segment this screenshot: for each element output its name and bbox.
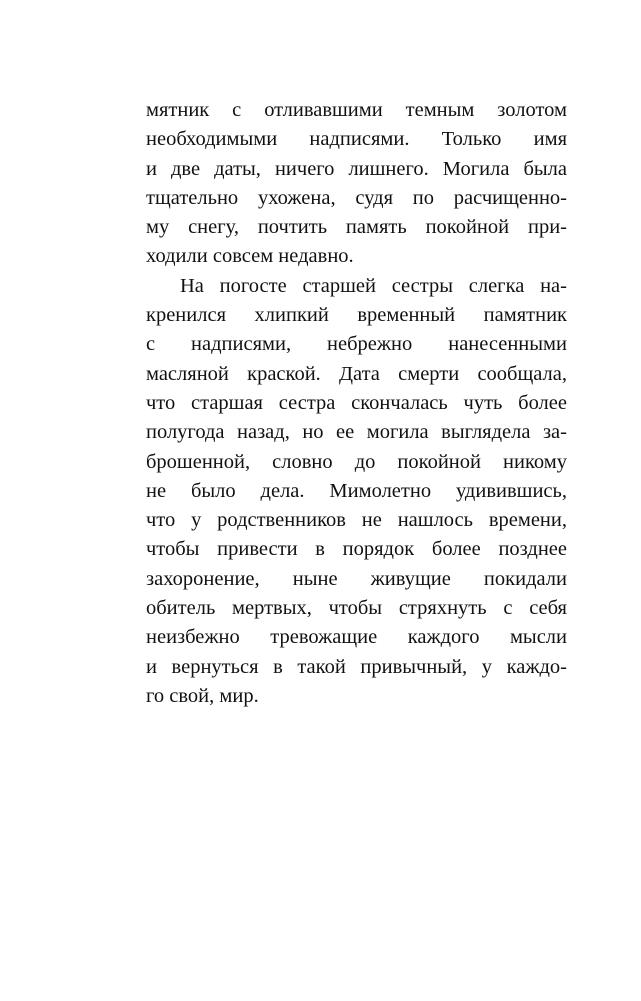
text-line: му снегу, почтить память покойной при- bbox=[146, 216, 567, 239]
text-line: обитель мертвых, чтобы стряхнуть с себя bbox=[146, 597, 567, 620]
text-line: и вернуться в такой привычный, у каждо- bbox=[146, 655, 567, 678]
text-line: необходимыми надписями. Только имя bbox=[146, 128, 567, 151]
text-line: что старшая сестра скончалась чуть более bbox=[146, 391, 567, 414]
text-line: захоронение, ныне живущие покидали bbox=[146, 567, 567, 590]
paragraph-2 bbox=[146, 272, 567, 711]
text-line: и две даты, ничего лишнего. Могила была bbox=[146, 157, 567, 180]
text-line: неизбежно тревожащие каждого мысли bbox=[146, 626, 567, 649]
text-line: брошенной, словно до покойной никому bbox=[146, 450, 567, 473]
text-line: кренился хлипкий временный памятник bbox=[146, 304, 567, 327]
text-line: чтобы привести в порядок более позднее bbox=[146, 538, 567, 561]
text-line: масляной краской. Дата смерти сообщала, bbox=[146, 362, 567, 385]
text-line: полугода назад, но ее могила выглядела за- bbox=[146, 421, 567, 444]
text-line: мятник с отливавшими темным золотом bbox=[146, 99, 567, 121]
paragraph-1 bbox=[146, 96, 567, 272]
text-line: ходили совсем недавно. bbox=[146, 245, 354, 268]
text-line: На погосте старшей сестры слегка на- bbox=[180, 274, 567, 297]
text-line: что у родственников не нашлось времени, bbox=[146, 509, 567, 532]
text-line: с надписями, небрежно нанесенными bbox=[146, 333, 567, 356]
text-line: тщательно ухожена, судя по расчищенно- bbox=[146, 186, 567, 209]
text-line: не было дела. Мимолетно удивившись, bbox=[146, 479, 567, 502]
text-line: го свой, мир. bbox=[146, 684, 259, 707]
page-text bbox=[146, 96, 567, 711]
